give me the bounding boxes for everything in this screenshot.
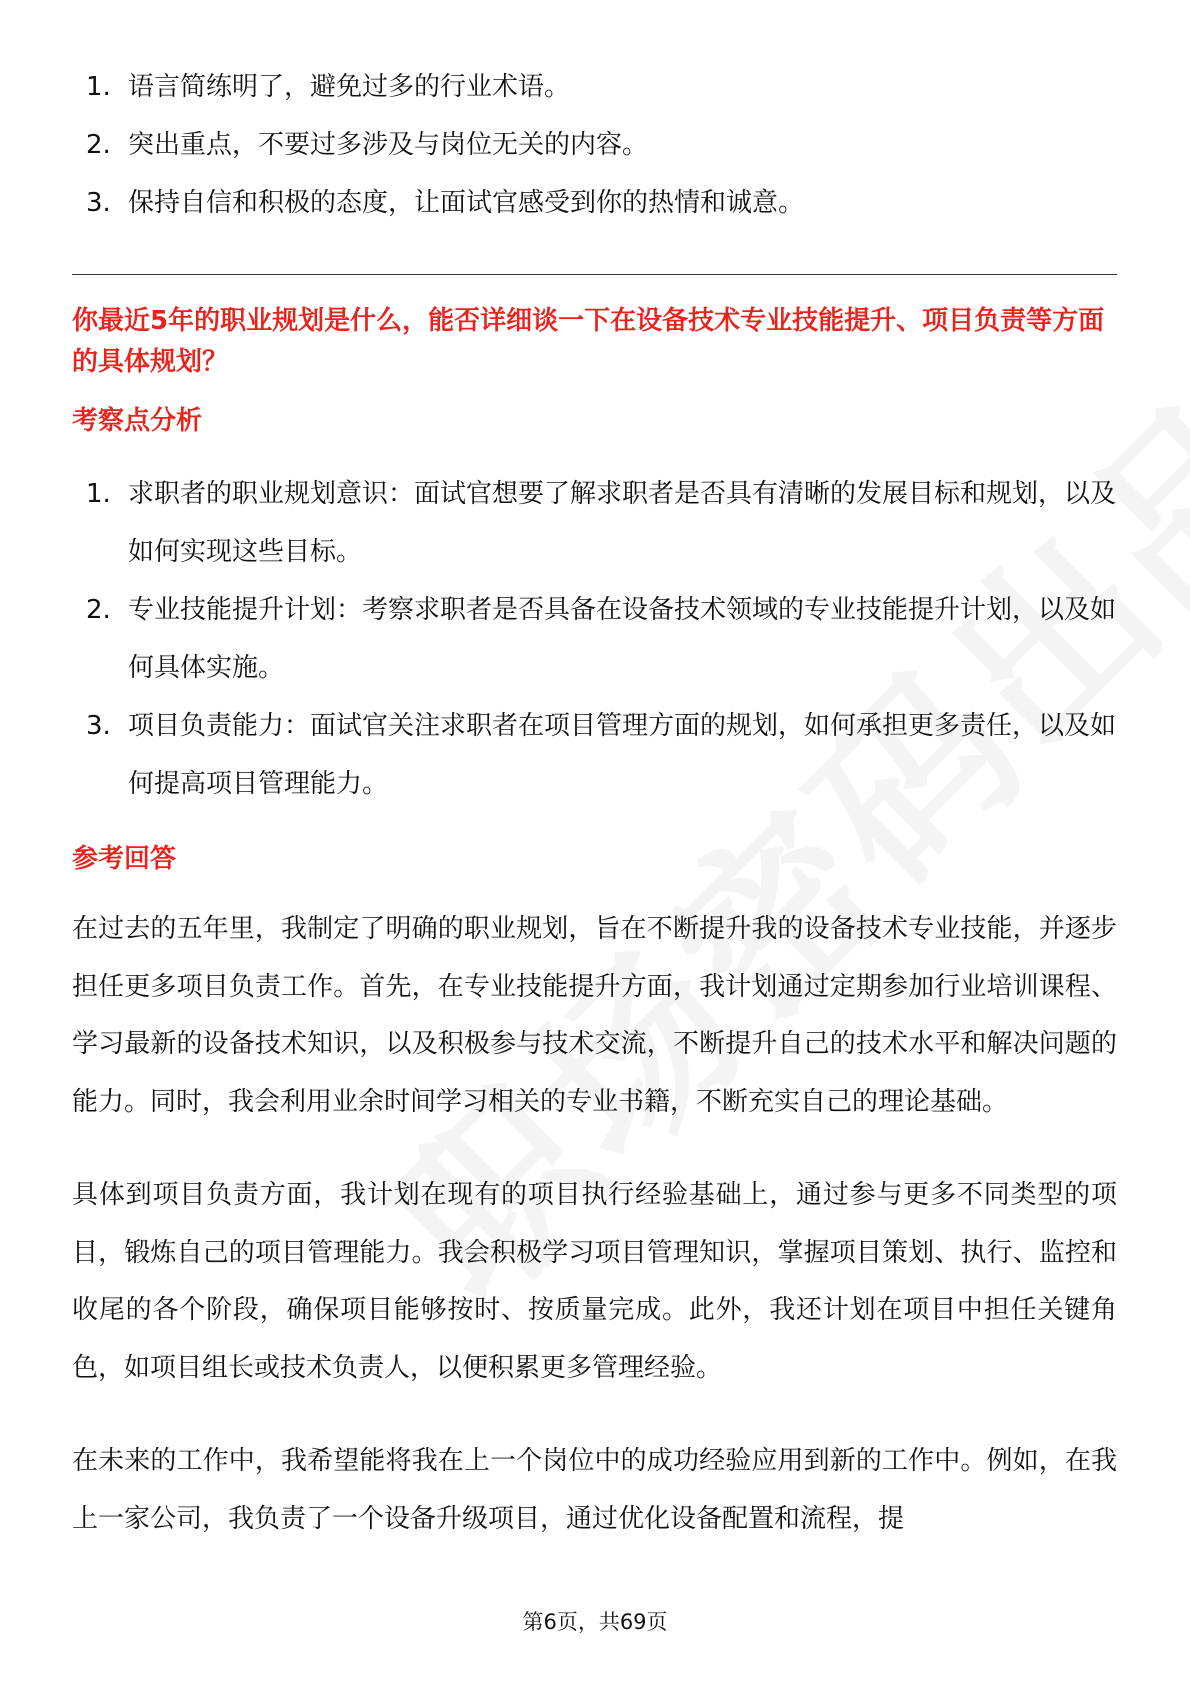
list-text: 专业技能提升计划：考察求职者是否具备在设备技术领域的专业技能提升计划，以及如何具体实施。 (128, 595, 1117, 683)
list-item (72, 697, 1117, 813)
list-number: 1. (86, 72, 111, 102)
answer-paragraph: 在未来的工作中，我希望能将我在上一个岗位中的成功经验应用到新的工作中。例如，在我上一家公司，我负责了一个设备升级项目，通过优化设备配置和流程，提 (72, 1446, 1117, 1534)
section-divider (72, 274, 1117, 275)
list-text: 突出重点，不要过多涉及与岗位无关的内容。 (128, 130, 649, 160)
list-item (72, 116, 1117, 174)
analysis-list (72, 465, 1117, 813)
list-item (72, 174, 1117, 232)
list-text: 保持自信和积极的态度，让面试官感受到你的热情和诚意。 (128, 188, 805, 218)
list-item (72, 58, 1117, 116)
answer-paragraph: 具体到项目负责方面，我计划在现有的项目执行经验基础上，通过参与更多不同类型的项目，锻炼自己的项目管理能力。我会积极学习项目管理知识，掌握项目策划、执行、监控和收尾的各个阶段，确保项目能够按时、按质量完成。此外，我还计划在项目中担任关键角色，如项目组长或技术负责人，以便积累更多管理经验。 (72, 1180, 1117, 1383)
question-heading: 你最近5年的职业规划是什么，能否详细谈一下在设备技术专业技能提升、项目负责等方面的具体规划？ (72, 306, 1105, 377)
answer-title: 参考回答 (72, 844, 177, 874)
list-text: 语言简练明了，避免过多的行业术语。 (128, 72, 571, 102)
page-content (72, 58, 1117, 1548)
page-footer: 第6页，共69页 (522, 1610, 668, 1634)
analysis-title: 考察点分析 (72, 406, 203, 436)
list-number: 2. (86, 130, 111, 160)
list-number: 2. (86, 595, 111, 625)
list-item (72, 465, 1117, 581)
list-text: 求职者的职业规划意识：面试官想要了解求职者是否具有清晰的发展目标和规划，以及如何实现这些目标。 (128, 479, 1117, 567)
tips-list (72, 58, 1117, 232)
list-number: 3. (86, 711, 111, 741)
list-item (72, 581, 1117, 697)
list-number: 3. (86, 188, 111, 218)
list-number: 1. (86, 479, 111, 509)
list-text: 项目负责能力：面试官关注求职者在项目管理方面的规划，如何承担更多责任，以及如何提高项目管理能力。 (128, 711, 1117, 799)
answer-paragraph: 在过去的五年里，我制定了明确的职业规划，旨在不断提升我的设备技术专业技能，并逐步担任更多项目负责工作。首先，在专业技能提升方面，我计划通过定期参加行业培训课程、学习最新的设备技术知识，以及积极参与技术交流，不断提升自己的技术水平和解决问题的能力。同时，我会利用业余时间学习相关的专业书籍，不断充实自己的理论基础。 (72, 914, 1117, 1117)
